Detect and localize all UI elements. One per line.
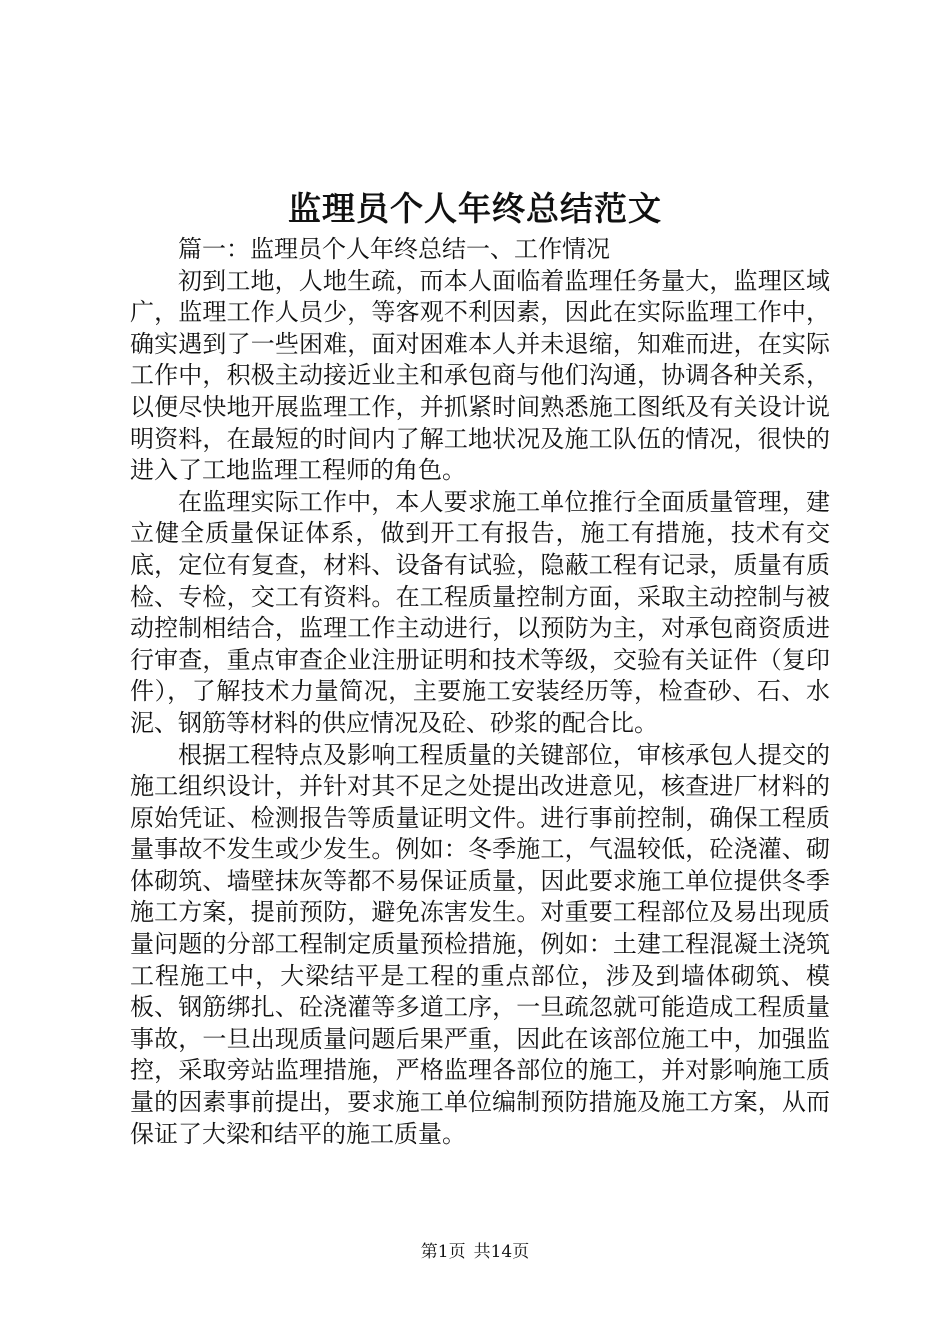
paragraph: 在监理实际工作中，本人要求施工单位推行全面质量管理，建立健全质量保证体系，做到开工有报告，施工有措施，技术有交底，定位有复查，材料、设备有试验，隐蔽工程有记录，质量有质检、专检，交工有资料。在工程质量控制方面，采取主动控制与被动控制相结合，监理工作主动进行，以预防为主，对承包商资质进行审查，重点审查企业注册证明和技术等级，交验有关证件（复印件），了解技术力量简况，主要施工安装经历等，检查砂、石、水泥、钢筋等材料的供应情况及砼、砂浆的配合比。 [130,487,830,737]
document-body [130,234,830,1150]
paragraph: 初到工地，人地生疏，而本人面临着监理任务量大，监理区域广，监理工作人员少，等客观不利因素，因此在实际监理工作中，确实遇到了一些困难，面对困难本人并未退缩，知难而进，在实际工作中，积极主动接近业主和承包商与他们沟通，协调各种关系，以便尽快地开展监理工作，并抓紧时间熟悉施工图纸及有关设计说明资料，在最短的时间内了解工地状况及施工队伍的情况，很快的进入了工地监理工程师的角色。 [130,266,830,485]
paragraph: 根据工程特点及影响工程质量的关键部位，审核承包人提交的施工组织设计，并针对其不足之处提出改进意见，核查进厂材料的原始凭证、检测报告等质量证明文件。进行事前控制，确保工程质量事故不发生或少发生。例如：冬季施工，气温较低，砼浇灌、砌体砌筑、墙壁抹灰等都不易保证质量，因此要求施工单位提供冬季施工方案，提前预防，避免冻害发生。对重要工程部位及易出现质量问题的分部工程制定质量预检措施，例如：土建工程混凝土浇筑工程施工中，大梁结平是工程的重点部位，涉及到墙体砌筑、模板、钢筋绑扎、砼浇灌等多道工序，一旦疏忽就可能造成工程质量事故，一旦出现质量问题后果严重，因此在该部位施工中，加强监控，采取旁站监理措施，严格监理各部位的施工，并对影响施工质量的因素事前提出，要求施工单位编制预防措施及施工方案，从而保证了大梁和结平的施工质量。 [130,740,830,1148]
page-total: 共14页 [473,1242,530,1262]
paragraph-heading: 篇一：监理员个人年终总结一、工作情况 [178,235,610,263]
page-footer [0,1240,950,1264]
document-title: 监理员个人年终总结范文 [288,189,662,228]
page-number: 第1页 [420,1242,466,1262]
